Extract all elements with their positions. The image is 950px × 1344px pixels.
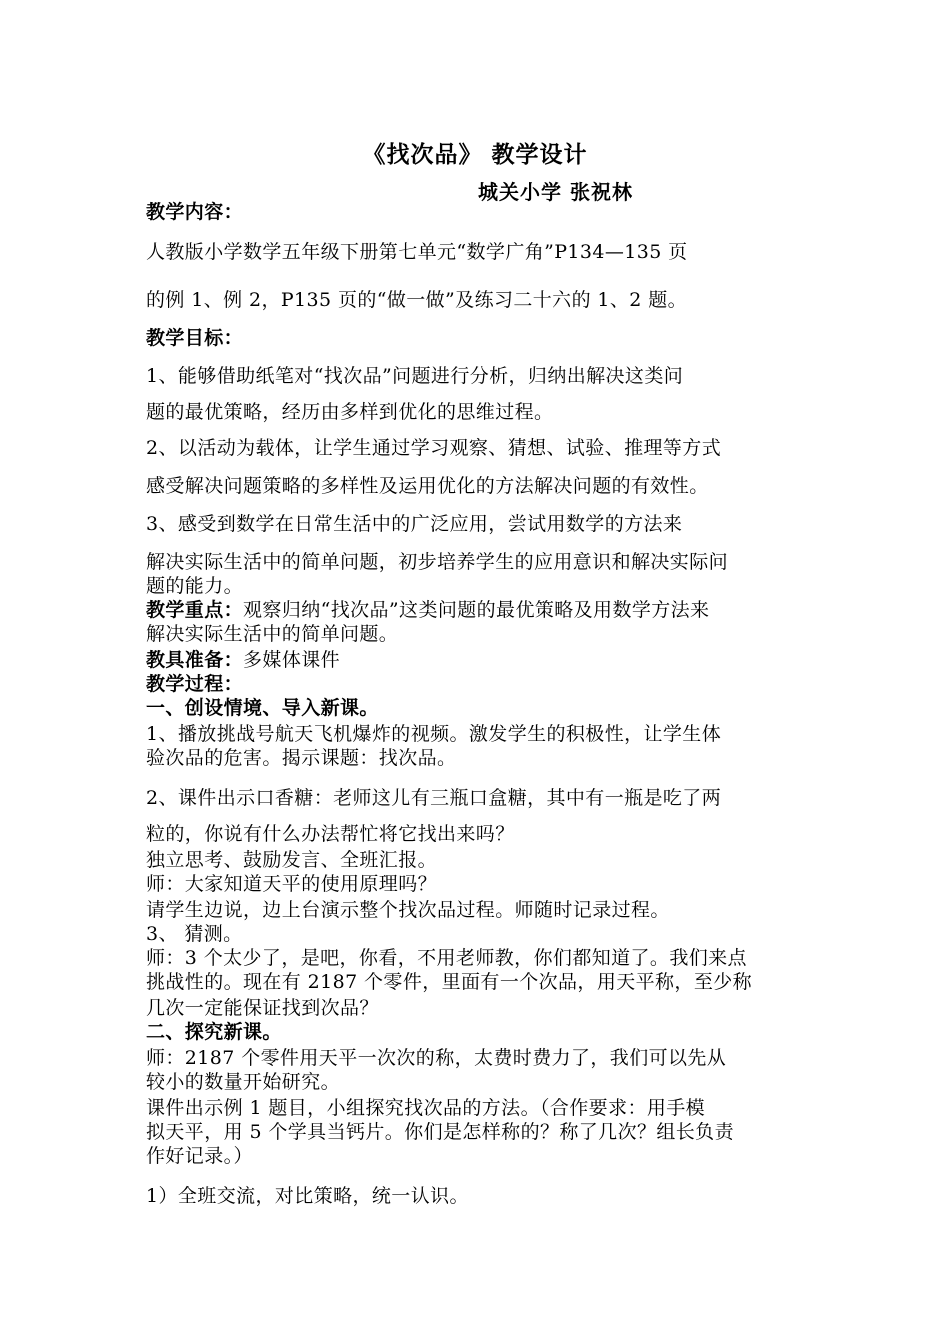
- text-line: 独立思考、鼓励发言、全班汇报。: [146, 849, 438, 871]
- text-line: 解决实际生活中的简单问题，初步培养学生的应用意识和解决实际问: [146, 551, 729, 573]
- heading-process: 教学过程：: [146, 673, 244, 695]
- text-line: 感受解决问题策略的多样性及运用优化的方法解决问题的有效性。: [146, 475, 709, 497]
- text-line: 师：3 个太少了，是吧，你看，不用老师教，你们都知道了。我们来点: [146, 947, 747, 969]
- text-line: 3、感受到数学在日常生活中的广泛应用，尝试用数学的方法来: [146, 513, 683, 535]
- text-line: 师：2187 个零件用天平一次次的称，太费时费力了，我们可以先从: [146, 1047, 727, 1069]
- text-line: 的例 1、例 2，P135 页的“做一做”及练习二十六的 1、2 题。: [146, 289, 688, 311]
- section-heading-2: 二、探究新课。: [146, 1021, 282, 1043]
- text-line: 人教版小学数学五年级下册第七单元“数学广角”P134—135 页: [146, 241, 688, 263]
- text-line: 请学生边说，边上台演示整个找次品过程。师随时记录过程。: [146, 899, 670, 921]
- text-line: 粒的，你说有什么办法帮忙将它找出来吗？: [146, 823, 515, 845]
- document-title: 《找次品》 教学设计: [362, 141, 588, 168]
- text-line: 题的能力。: [146, 575, 244, 597]
- text-line: 课件出示例 1 题目，小组探究找次品的方法。（合作要求：用手模: [146, 1097, 706, 1119]
- heading-materials: 教具准备：: [146, 649, 244, 671]
- text-line: [146, 648, 810, 672]
- author-line: 城关小学 张祝林: [478, 180, 633, 204]
- text-line: 2、以活动为载体，让学生通过学习观察、猜想、试验、推理等方式: [146, 437, 722, 459]
- text-line: 3、 猜测。: [146, 923, 243, 945]
- text-line: 作好记录。）: [146, 1145, 253, 1167]
- heading-key-points: 教学重点：: [146, 599, 244, 621]
- text-line: 师：大家知道天平的使用原理吗？: [146, 873, 438, 895]
- heading-goals: 教学目标：: [146, 327, 244, 349]
- text-line: 1、能够借助纸笔对“找次品”问题进行分析，归纳出解决这类问: [146, 365, 684, 387]
- text-line: 几次一定能保证找到次品？: [146, 997, 379, 1019]
- text-line: [146, 598, 810, 622]
- text-line: 较小的数量开始研究。: [146, 1071, 341, 1093]
- text-line: 解决实际生活中的简单问题。: [146, 623, 399, 645]
- text-line: 1、播放挑战号航天飞机爆炸的视频。激发学生的积极性，让学生体: [146, 723, 722, 745]
- text-line: 验次品的危害。揭示课题：找次品。: [146, 747, 457, 769]
- text-line: 1）全班交流，对比策略，统一认识。: [146, 1185, 469, 1207]
- text-line: 2、课件出示口香糖：老师这儿有三瓶口盒糖，其中有一瓶是吃了两: [146, 787, 722, 809]
- key-points-text: 观察归纳“找次品”这类问题的最优策略及用数学方法来: [243, 599, 710, 621]
- text-line: 题的最优策略，经历由多样到优化的思维过程。: [146, 401, 554, 423]
- materials-text: 多媒体课件: [243, 649, 341, 671]
- text-line: 挑战性的。现在有 2187 个零件，里面有一个次品，用天平称，至少称: [146, 971, 753, 993]
- section-heading-1: 一、创设情境、导入新课。: [146, 697, 379, 719]
- text-line: 拟天平，用 5 个学具当钙片。你们是怎样称的？称了几次？组长负责: [146, 1121, 734, 1143]
- heading-content: 教学内容：: [146, 201, 244, 223]
